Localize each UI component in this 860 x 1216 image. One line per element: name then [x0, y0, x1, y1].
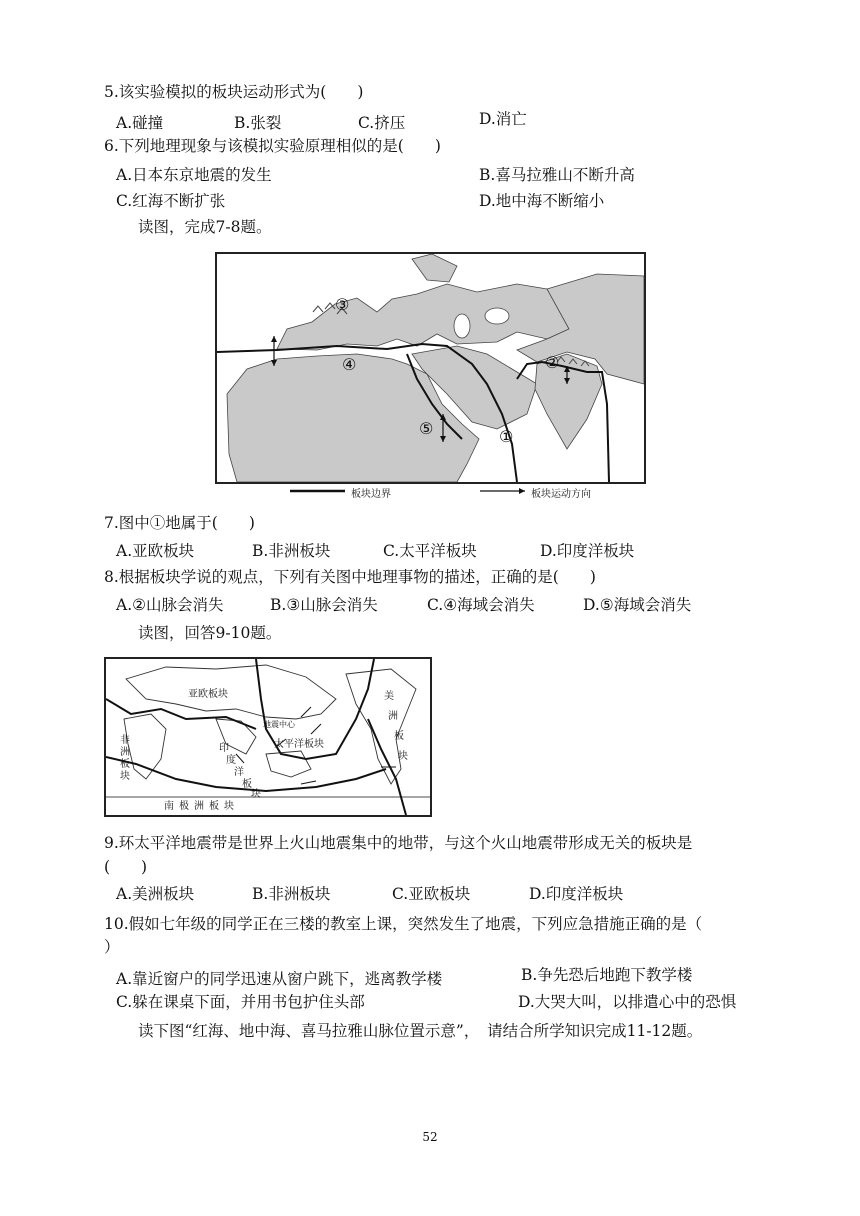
label-africa-1: 非 — [120, 735, 130, 746]
q7-option-d: D.印度洋板块 — [540, 542, 635, 560]
label-1: ① — [499, 427, 514, 446]
q8-option-c: C.④海域会消失 — [427, 596, 535, 614]
label-africa-2: 洲 — [120, 747, 130, 758]
plate-map-2 — [104, 657, 432, 817]
label-indian-2: 度 — [226, 755, 236, 766]
q10-option-b: B.争先恐后地跑下教学楼 — [521, 966, 693, 984]
q10-option-c: C.躲在课桌下面，并用书包护住头部 — [116, 993, 365, 1011]
q6-option-d: D.地中海不断缩小 — [479, 192, 605, 210]
q10-stem: 10.假如七年级的同学正在三楼的教室上课，突然发生了地震，下列应急措施正确的是（ — [104, 915, 703, 933]
q8-option-a: A.②山脉会消失 — [116, 596, 224, 614]
q6-stem: 6.下列地理现象与该模拟实验原理相似的是( ) — [104, 137, 441, 155]
intro-9-10: 读图，回答9-10题。 — [138, 624, 282, 642]
label-africa-3: 板 — [120, 759, 130, 770]
label-america-3: 板 — [394, 731, 404, 742]
q8-option-b: B.③山脉会消失 — [270, 596, 378, 614]
label-4: ④ — [342, 355, 357, 374]
q9-stem-bracket: ( ) — [104, 858, 148, 876]
legend-direction: 板块运动方向 — [531, 489, 591, 500]
q9-option-d: D.印度洋板块 — [529, 885, 624, 903]
q5-option-c: C.挤压 — [358, 114, 406, 132]
q7-option-c: C.太平洋板块 — [383, 542, 477, 560]
label-2: ② — [545, 353, 560, 372]
q9-stem: 9.环太平洋地震带是世界上火山地震集中的地带，与这个火山地震带形成无关的板块是 — [104, 834, 693, 852]
label-america-1: 美 — [384, 691, 394, 702]
plate-map-1-drawing — [217, 254, 644, 482]
label-3: ③ — [335, 295, 350, 314]
label-quake-center: 地震中心 — [263, 720, 295, 729]
q9-option-c: C.亚欧板块 — [392, 885, 471, 903]
plate-map-1 — [215, 252, 646, 484]
intro-11-12: 读下图“红海、地中海、喜马拉雅山脉位置示意”， 请结合所学知识完成11-12题。 — [138, 1022, 703, 1040]
label-america-4: 块 — [398, 751, 408, 762]
q6-option-b: B.喜马拉雅山不断升高 — [479, 166, 635, 184]
q10-stem-bracket: ） — [104, 938, 120, 956]
label-indian-1: 印 — [219, 743, 229, 754]
q10-option-d: D.大哭大叫，以排遣心中的恐惧 — [518, 993, 737, 1011]
legend-boundary: 板块边界 — [351, 489, 391, 500]
page-number: 52 — [422, 1130, 438, 1144]
q9-option-b: B.非洲板块 — [252, 885, 331, 903]
q6-option-c: C.红海不断扩张 — [116, 192, 226, 210]
q7-stem: 7.图中①地属于( ) — [104, 514, 255, 532]
label-5: ⑤ — [419, 419, 434, 438]
map1-legend — [215, 481, 646, 501]
q8-stem: 8.根据板块学说的观点，下列有关图中地理事物的描述，正确的是( ) — [104, 568, 596, 586]
q5-option-a: A.碰撞 — [116, 114, 164, 132]
plate-map-2-drawing — [106, 659, 430, 815]
label-eurasian: 亚欧板块 — [188, 689, 228, 700]
intro-7-8: 读图，完成7-8题。 — [138, 218, 272, 236]
q7-option-b: B.非洲板块 — [252, 542, 331, 560]
q5-stem: 5.该实验模拟的板块运动形式为( ) — [104, 83, 364, 101]
q9-option-a: A.美洲板块 — [116, 885, 195, 903]
q8-option-d: D.⑤海域会消失 — [583, 596, 692, 614]
q5-option-b: B.张裂 — [234, 114, 282, 132]
q6-option-a: A.日本东京地震的发生 — [116, 166, 272, 184]
label-indian-3: 洋 — [234, 767, 244, 778]
label-indian-4: 板 — [242, 779, 252, 790]
q7-option-a: A.亚欧板块 — [116, 542, 195, 560]
q5-option-d: D.消亡 — [479, 110, 527, 128]
label-pacific: 太平洋板块 — [274, 739, 324, 750]
q10-option-a: A.靠近窗户的同学迅速从窗户跳下，逃离教学楼 — [116, 970, 443, 988]
label-america-2: 洲 — [388, 711, 398, 722]
label-indian-5: 块 — [251, 789, 261, 800]
label-africa-4: 块 — [120, 771, 130, 782]
label-antarctic: 南极洲板块 — [164, 801, 239, 812]
